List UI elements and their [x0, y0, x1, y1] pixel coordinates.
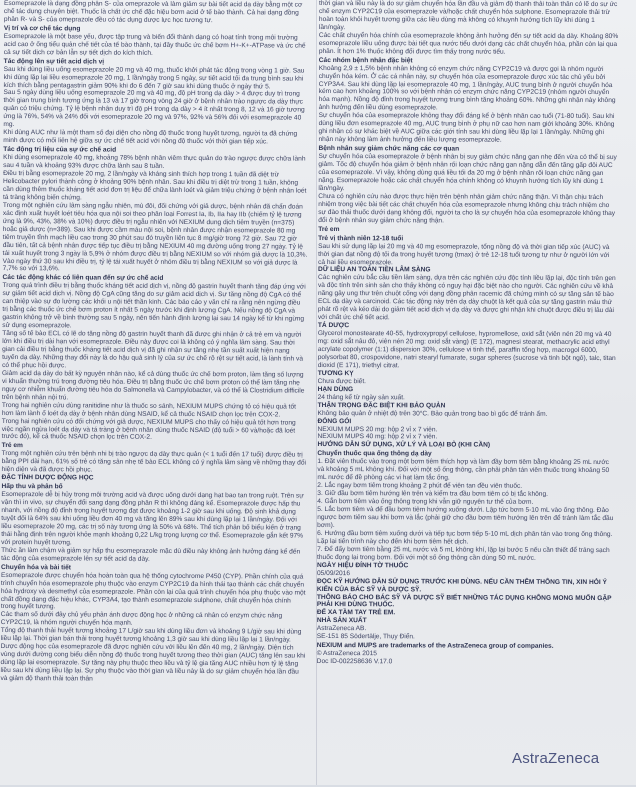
left-paragraph: Trong một nghiên cứu lâm sàng ngẫu nhiên, mù đôi, đối chứng với giả dược, bệnh nhân đã chẩn đoán xác định xuất huyết loét tiêu hóa qua nội soi theo phân loại Forrest Ia, Ib, IIa hay IIb (chiếm tỷ lệ tương ứng là 9%, 43%, 38% và 10%) được điều trị ngẫu nhiên với NEXIUM dung dịch tiêm truyền (n=375) hoặc giả dược (n=389). Sau khi được cầm máu nội soi, bệnh nhân được nhận esomeprazole 80 mg tiêm truyền tĩnh mạch liều cao trong 30 phút sau đó truyền liên tục 8 mg/giờ trong 72 giờ. Sau 72 giờ đầu tiên, tất cả bệnh nhân được tiếp tục điều trị bằng NEXIUM 40 mg đường uống trong 27 ngày. Tỷ lệ tái xuất huyết trong 3 ngày là 5,9% ở nhóm được điều trị bằng NEXIUM so với nhóm giả dược là 10,3%. Vào ngày thứ 30 sau khi điều trị, tỷ lệ tái xuất huyết ở nhóm điều trị bằng NEXIUM so với giả dược là 7,7% so với 13,6%.: [2, 201, 308, 273]
right-paragraph: Glycerol monostearate 40-55, hydroxypropyl cellulose, hypromellose, oxid sắt (viên nén 20 mg và 40 mg: oxid sắt nâu đỏ, viên nén 20 mg: oxid sắt vàng) (E 172), magnesi stearat, methacrylic acid ethyl acrylate copolymer (1:1) dispersion 30%, cellulose vi tinh thể, paraffin tổng hợp, macrogol 6000, polysorbat 80, crospovidone, natri stearyl fumarate, sugar spheres (sucrose và tinh bột ngô), talc, titan dioxid (E 171), triethyl citrat.: [317, 330, 616, 370]
right-paragraph: Doc ID-002258636 V.17.0: [316, 658, 393, 666]
right-heading: HƯỚNG DẪN SỬ DỤNG, XỬ LÝ VÀ LOẠI BỎ (KHI CẦN): [317, 441, 491, 450]
right-paragraph: Không bảo quản ở nhiệt độ trên 30°C. Bảo quản trong bao bì gốc để tránh ẩm.: [317, 409, 548, 418]
left-paragraph: Các tham số dưới đây chủ yếu phản ánh dược động học ở những cá nhân có enzym chức năng CYP2C19, là nhóm người chuyển hóa mạnh.: [0, 611, 283, 628]
right-paragraph: 5. Lắc bơm tiêm và để đầu bơm tiêm hướng xuống dưới. Lập tức bơm 5-10 mL vào ống thông. Đảo ngược bơm tiêm sau khi bơm và lắc (phải giữ cho đầu bơm tiêm hướng lên trên để tránh làm tắc đầu bơm).: [317, 506, 614, 530]
right-paragraph: 4. Gắn bơm tiêm vào ống thông trong khi vẫn giữ nguyên tư thế của bơm.: [317, 498, 534, 506]
left-paragraph: Esomeprazole dễ bị hủy trong môi trường acid và được uống dưới dạng hạt bao tan trong ruột. Trên sự vận thì in vivo, sự chuyển đổi sang dạng đồng phân R thì không đáng kể. Esomeprazole được hấp thu nhanh, với nồng độ đỉnh trong huyết tương đạt được khoảng 1-2 giờ sau khi uống. Độ sinh khả dụng tuyệt đối là 64% sau khi uống liều đơn 40 mg và tăng lên 89% sau khi dùng lặp lại 1 lần/ngày. Đối với liều esomeprazole 20 mg, các trị số này tương ứng là 50% và 68%. Thể tích phân bố biểu kiến ở trạng thái hằng định trên người khỏe mạnh khoảng 0,22 L/kg trọng lượng cơ thể. Esomeprazole gắn kết 97% với protein huyết tương.: [1, 491, 304, 547]
right-column: [316, 0, 619, 666]
right-paragraph: Các nghiên cứu bắc cầu tiền lâm sàng, dựa trên các nghiên cứu độc tính liều lặp lại, độc tính trên gen và độc tính trên sinh sản cho thấy không có nguy hại đặc biệt nào cho người. Các nghiên cứu về khả năng gây ung thư trên chuột cống với dạng đồng phân racemic đã chứng minh có sự tăng sản tế bào ECL dạ dày và carcinoid. Các tác động này trên dạ dày chuột là kết quả của sự tăng gastrin máu thứ phát rõ rệt và kéo dài do giảm tiết acid dịch vị dạ dày và được ghi nhận khi chuột được điều trị lâu dài với chất ức chế tiết acid.: [317, 274, 616, 322]
right-paragraph: SE-151 85 Södertälje, Thụy Điển.: [316, 633, 415, 641]
right-heading: Các nhóm bệnh nhân đặc biệt: [318, 56, 413, 64]
right-heading: ĐỌC KỸ HƯỚNG DẪN SỬ DỤNG TRƯỚC KHI DÙNG. NẾU CẦN THÊM THÔNG TIN, XIN HỎI Ý KIẾN CỦA BÁC SỸ VÀ DƯỢC SỸ.: [316, 577, 607, 593]
right-paragraph: thời gian và liều này là do sự giảm chuyển hóa lần đầu và giảm độ thanh thải toàn thân có lẽ do sự ức chế enzym CYP2C19 của esomeprazole và/hoặc chất chuyển hóa sulphone. Esomeprazole thải trừ hoàn toàn khỏi huyết tương giữa các liều dùng mà không có khuynh hướng tích lũy khi dùng 1 lần/ngày.: [318, 0, 618, 31]
left-paragraph: Trong quá trình điều trị bằng thuốc kháng tiết acid dịch vị, nồng độ gastrin huyết thanh tăng đáp ứng với sự giảm tiết acid dịch vị. Nồng độ CgA cũng tăng do sự giảm acid dịch vị. Sự tăng nồng độ CgA có thể can thiệp vào sự đo lường các khối u nội tiết thần kinh. Các báo cáo y văn chỉ ra rằng nên ngừng điều trị bằng các thuốc ức chế bơm proton ít nhất 5 ngày trước khi định lượng CgA. Nếu nồng độ CgA và gastrin không trở về bình thường sau 5 ngày, nên tiến hành định lượng lại sau 14 ngày kể từ khi ngừng sử dụng esomeprazole.: [2, 282, 306, 330]
right-heading: DỮ LIỆU AN TOÀN TIỀN LÂM SÀNG: [318, 266, 431, 274]
left-paragraph: Trong một nghiên cứu trên bệnh nhi bị trào ngược dạ dày thực quản (< 1 tuổi đến 17 tuổi) được điều trị bằng PPI dài hạn, 61% số trẻ có tăng sản nhẹ tế bào ECL không có ý nghĩa lâm sàng về những thay đổi hiện diện và đã được hồi phục.: [1, 450, 307, 474]
left-heading: Vị trí và cơ chế tác dụng: [3, 24, 81, 33]
left-heading: Tác động trị liệu của sự ức chế acid: [3, 146, 117, 154]
right-paragraph: 6. Hướng đầu bơm tiêm xuống dưới và tiếp tục bơm tiếp 5-10 mL dịch phân tán vào trong ống thông. Lặp lại tiến trình này cho đến khi bơm tiêm hết dịch.: [317, 529, 613, 546]
left-paragraph: Sau khi dùng liều uống esomeprazole 20 mg và 40 mg, thuốc khởi phát tác động trong vòng 1 giờ. Sau khi dùng lặp lại liều esomeprazole 20 mg, 1 lần/ngày trong 5 ngày, sự tiết acid tối đa trung bình sau khi kích thích bằng pentagastrin giảm 90% khi đo 6 đến 7 giờ sau khi dùng thuốc ở ngày thứ 5.: [3, 65, 305, 90]
left-paragraph: Thức ăn làm chậm và giảm sự hấp thu esomeprazole mặc dù điều này không ảnh hưởng đáng kể đến tác động của esomeprazole lên sự tiết acid dạ dày.: [1, 546, 301, 563]
right-paragraph: Các chất chuyển hóa chính của esomeprazole không ảnh hưởng đến sự tiết acid dạ dày. Khoảng 80% esomeprazole liều uống được bài tiết qua nước tiểu dưới dạng các chất chuyển hóa, phần còn lại qua phân. Ít hơn 1% thuốc không đổi được tìm thấy trong nước tiểu.: [318, 31, 619, 56]
right-heading: Trẻ em: [318, 225, 340, 233]
right-paragraph: Sau khi sử dụng lặp lại 20 mg và 40 mg esomeprazole, tổng nồng độ và thời gian tiếp xúc (AUC) và thời gian đạt nồng độ tối đa trong huyết tương (tmax) ở trẻ 12-18 tuổi tương tự như ở người lớn với cả hai liều esomeprazole.: [318, 242, 610, 266]
left-paragraph: Sau 5 ngày dùng liều uống esomeprazole 20 mg và 40 mg, độ pH trong dạ dày > 4 được duy trì trong thời gian trung bình tương ứng là 13 và 17 giờ trong vòng 24 giờ ở bệnh nhân trào ngược dạ dày thực quản có triệu chứng. Tỷ lệ bệnh nhân duy trì độ pH trong dạ dày > 4 ít nhất trong 8, 12 và 16 giờ tương ứng là 76%, 54% và 24% đối với esomeprazole 20 mg và 97%, 92% và 56% đối với esomeprazole 40 mg.: [3, 89, 305, 129]
right-paragraph: 24 tháng kể từ ngày sản xuất.: [317, 393, 405, 402]
right-heading: ĐỂ XA TẦM TAY TRẺ EM.: [316, 609, 396, 617]
right-heading: NEXIUM and MUPS are trademarks of the AstraZeneca group of companies.: [316, 642, 554, 651]
left-column: [0, 0, 309, 787]
right-heading: NGÀY HIỆU ĐÍNH TỜ THUỐC: [317, 561, 409, 570]
left-heading: Trẻ em: [1, 442, 23, 450]
left-paragraph: Tăng số tế bào ECL có lẽ do tăng nồng độ gastrin huyết thanh đã được ghi nhận ở cả trẻ em và người lớn khi điều trị dài hạn với esomeprazole. Điều này được coi là không có ý nghĩa lâm sàng. Sau thời gian cải điều trị bằng thuốc kháng tiết acid dịch vị đã ghi nhận sự tăng nhẹ tần suất xuất hiện nang tuyến dạ dày. Những thay đổi này là do hậu quả sinh lý của sự ức chế rõ rệt sự tiết acid, là lành tính và có thể phục hồi được.: [2, 330, 304, 370]
right-heading: THẬN TRỌNG ĐẶC BIỆT KHI BẢO QUẢN: [317, 401, 446, 410]
left-heading: Các tác động khác có liên quan đến sự ức chế acid: [2, 274, 164, 283]
left-heading: Tác động lên sự tiết acid dịch vị: [3, 57, 105, 66]
right-paragraph: Chưa được biết.: [317, 377, 367, 385]
left-heading: ĐẶC TÍNH DƯỢC ĐỘNG HỌC: [1, 474, 94, 482]
left-paragraph: Khi dùng AUC như là một tham số đại diện cho nồng độ thuốc trong huyết tương, người ta đã chứng minh được có mối liên hệ giữa sự ức chế tiết acid với nồng độ thuốc với thời gian tiếp xúc.: [3, 129, 298, 146]
left-paragraph: Tổng độ thanh thải huyết tương khoảng 17 L/giờ sau khi dùng liều đơn và khoảng 9 L/giờ sau khi dùng liều lặp lại. Thời gian bán thải trong huyết tương khoảng 1,3 giờ sau khi dùng liều lặp lại 1 lần/ngày. Dược động học của esomeprazole đã được nghiên cứu với liều lên đến 40 mg, 2 lần/ngày. Diện tích vùng dưới đường cong biểu diễn nồng độ thuốc trong huyết tương theo thời gian (AUC) tăng lên sau khi dùng lặp lại esomeprazole. Sự tăng này phụ thuộc theo liều và tỷ lệ gia tăng AUC nhiều hơn tỷ lệ tăng liều sau khi dùng liều lặp lại. Sự phụ thuộc vào thời gian và liều này là do sự giảm chuyển hóa lần đầu và giảm độ thanh thải toàn thân: [0, 627, 306, 683]
right-heading: TƯƠNG KỴ: [317, 369, 354, 377]
right-paragraph: 2. Lắc ngay bơm tiêm trong khoảng 2 phút để viên tan đều viên thuốc.: [317, 482, 523, 490]
left-paragraph: Esomeprazole là một base yếu, được tập trung và biến đổi thành dạng có hoạt tính trong môi trường acid cao ở ống tiểu quản chế tiết của tế bào thành, tại đây thuốc ức chế bơm H+-K+-ATPase và ức chế cả sự tiết dịch cơ bản lẫn sự tiết dịch do kích thích.: [3, 32, 306, 57]
right-heading: Chuyển thuốc qua ống thông dạ dày: [317, 450, 432, 458]
right-heading: ĐÓNG GÓI: [317, 417, 352, 425]
right-heading: TÁ DƯỢC: [317, 322, 350, 330]
left-paragraph: Esomeprazole được chuyển hóa hoàn toàn qua hệ thống cytochrome P450 (CYP). Phần chính của quá trình chuyển hóa esomeprazole phụ thuộc vào enzym CYP2C19 đa hình thái tạo thành các chất chuyển hóa hydroxy và desmethyl của esomeprazole. Phần còn lại của quá trình chuyển hóa phụ thuộc vào một chất đồng dạng đặc hiệu khác, CYP3A4, tạo thành esomeprazole sulphone, chất chuyển hóa chính trong huyết tương.: [0, 571, 306, 611]
right-heading: NHÀ SẢN XUẤT: [316, 617, 367, 625]
right-paragraph: Khoảng 2,9 ± 1,5% bệnh nhân không có enzym chức năng CYP2C19 và được gọi là nhóm người chuyển hóa kém. Ở các cá nhân này, sự chuyển hóa của esomeprazole được xúc tác chủ yếu bởi CYP3A4. Sau khi dùng lặp lại esomeprazole 40 mg, 1 lần/ngày, AUC trung bình ở người chuyển hóa kém cao hơn khoảng 100% so với bệnh nhân có enzym chức năng CYP2C19 (nhóm người chuyển hóa mạnh). Nồng độ đỉnh trong huyết tương trung bình tăng khoảng 60%. Những ghi nhận này không ảnh hưởng đến liều dùng esomeprazole.: [318, 64, 616, 112]
left-heading: Hấp thu và phân bố: [1, 483, 63, 491]
right-paragraph: NEXIUM MUPS 20 mg: hộp 2 vỉ x 7 viên.: [317, 425, 438, 433]
left-paragraph: Giảm acid dạ dày do bất kỳ nguyên nhân nào, kể cả dùng thuốc ức chế bơm proton, làm tăng số lượng vi khuẩn thường trú trong đường tiêu hóa. Điều trị bằng thuốc ức chế bơm proton có thể làm tăng nhẹ nguy cơ nhiễm khuẩn đường tiêu hóa do Salmonella và Campylobacter, và có thể là Clostridium difficile trên bệnh nhân nội trú.: [1, 369, 305, 402]
right-heading: Bệnh nhân suy giảm chức năng các cơ quan: [318, 145, 460, 153]
right-paragraph: 3. Giữ đầu bơm tiêm hướng lên trên và kiểm tra đầu bơm tiêm có bị tắc không.: [317, 490, 549, 498]
left-heading: Chuyển hóa và bài tiết: [1, 563, 72, 572]
right-paragraph: NEXIUM MUPS 40 mg: hộp 2 vỉ x 7 viên.: [317, 433, 438, 441]
left-paragraph: Khi dùng esomeprazole 40 mg, khoảng 78% bệnh nhân viêm thực quản do trào ngược được chữa lành sau 4 tuần và khoảng 93% được chữa lành sau 8 tuần.: [3, 154, 306, 170]
right-heading: Trẻ vị thành niên 12-18 tuổi: [318, 234, 404, 242]
right-heading: HẠN DÙNG: [317, 385, 354, 393]
right-paragraph: AstraZeneca AB.: [316, 625, 367, 633]
left-paragraph: Điều trị bằng esomeprazole 20 mg, 2 lần/ngày và kháng sinh thích hợp trong 1 tuần đã diệt trừ Helicobacter pylori thành công ở khoảng 90% bệnh nhân. Sau khi điều trị diệt trừ trong 1 tuần, không cần dùng thêm thuốc kháng tiết acid đơn trị liệu để chữa lành loét và giảm triệu chứng ở bệnh nhân loét tá tràng không biến chứng.: [2, 170, 307, 202]
right-heading: THÔNG BÁO CHO BÁC SỸ VÀ DƯỢC SỸ BIẾT NHỮNG TÁC DỤNG KHÔNG MONG MUỐN GẶP PHẢI KHI DÙNG THUỐC.: [316, 593, 612, 609]
right-paragraph: Sự chuyển hóa của esomeprazole ở bệnh nhân bị suy giảm chức năng gan nhẹ đến vừa có thể bị suy giảm. Tốc độ chuyển hóa giảm ở bệnh nhân rối loạn chức năng gan nặng dẫn đến tăng gấp đôi AUC của esomeprazole. Vì vậy, không dùng quá liều tối đa 20 mg ở bệnh nhân rối loạn chức năng gan nặng. Esomeprazole hoặc các chất chuyển hóa chính không có khuynh hướng tích lũy khi dùng 1 lần/ngày.: [318, 153, 617, 193]
astrazeneca-logo: AstraZeneca: [512, 750, 600, 767]
right-paragraph: Chưa có nghiên cứu nào được thực hiện trên bệnh nhân giảm chức năng thận. Vì thận chịu trách nhiệm trong việc bài tiết các chất chuyển hóa của esomeprazole nhưng không chịu trách nhiệm cho sự đào thải thuốc dưới dạng không đổi, người ta cho là sự chuyển hóa của esomeprazole không thay đổi ở bệnh nhân suy giảm chức năng thận.: [318, 192, 616, 225]
right-paragraph: © AstraZeneca 2015: [316, 650, 377, 658]
right-paragraph: 7. Để đẩy bơm tiêm bằng 25 mL nước và 5 mL không khí, lặp lại bước 5 nếu cần thiết để tráng sạch thuốc đọng lại trong bơm. Đối với một số ống thông cần dùng 50 mL nước.: [317, 545, 610, 562]
right-paragraph: Sự chuyển hóa của esomeprazole không thay đổi đáng kể ở bệnh nhân cao tuổi (71-80 tuổi). Sau khi dùng liều đơn esomeprazole 40 mg, AUC trung bình ở phụ nữ cao hơn nam giới khoảng 30%. Không ghi nhận có sự khác biệt về AUC giữa các giới tính sau khi dùng liều lặp lại 1 lần/ngày. Những ghi nhận này không làm ảnh hưởng đến liều lượng esomeprazole.: [318, 112, 615, 144]
left-paragraph: Trong hai nghiên cứu có đối chứng với giả dược, NEXIUM MUPS cho thấy có hiệu quả tốt hơn trong việc ngăn ngừa loét dạ dày và tá tràng ở bệnh nhân dùng thuốc NSAID (độ tuổi > 60 và/hoặc đã loét trước đó), kể cả thuốc NSAID chọn lọc trên COX-2.: [1, 417, 296, 442]
right-paragraph: 1. Đặt viên thuốc vào trong một bơm tiêm thích hợp và làm đầy bơm tiêm bằng khoảng 25 mL nước và khoảng 5 mL không khí. Đối với một số ống thông, cần phải phân tán viên thuốc trong khoảng 50 mL nước để đề phòng các vi hạt làm tắc ống.: [317, 458, 610, 482]
left-paragraph: Esomeprazole là dạng đồng phân S- của omeprazole và làm giảm sự bài tiết acid dạ dày bằng một cơ chế tác dụng chuyên biệt. Thuốc là chất ức chế đặc hiệu bơm acid ở tế bào thành. Cả hai dạng đồng phân R- và S- của omeprazole đều có tác dụng dược lực học tương tự.: [3, 0, 303, 24]
right-paragraph: 05/09/2016: [316, 569, 351, 577]
left-paragraph: Trong hai nghiên cứu dùng ranitidine như là thuốc so sánh, NEXIUM MUPS chứng tỏ có hiệu quả tốt hơn làm lành ổ loét dạ dày ở bệnh nhân dùng NSAID, kể cả thuốc NSAID chọn lọc trên COX-2.: [1, 401, 297, 419]
